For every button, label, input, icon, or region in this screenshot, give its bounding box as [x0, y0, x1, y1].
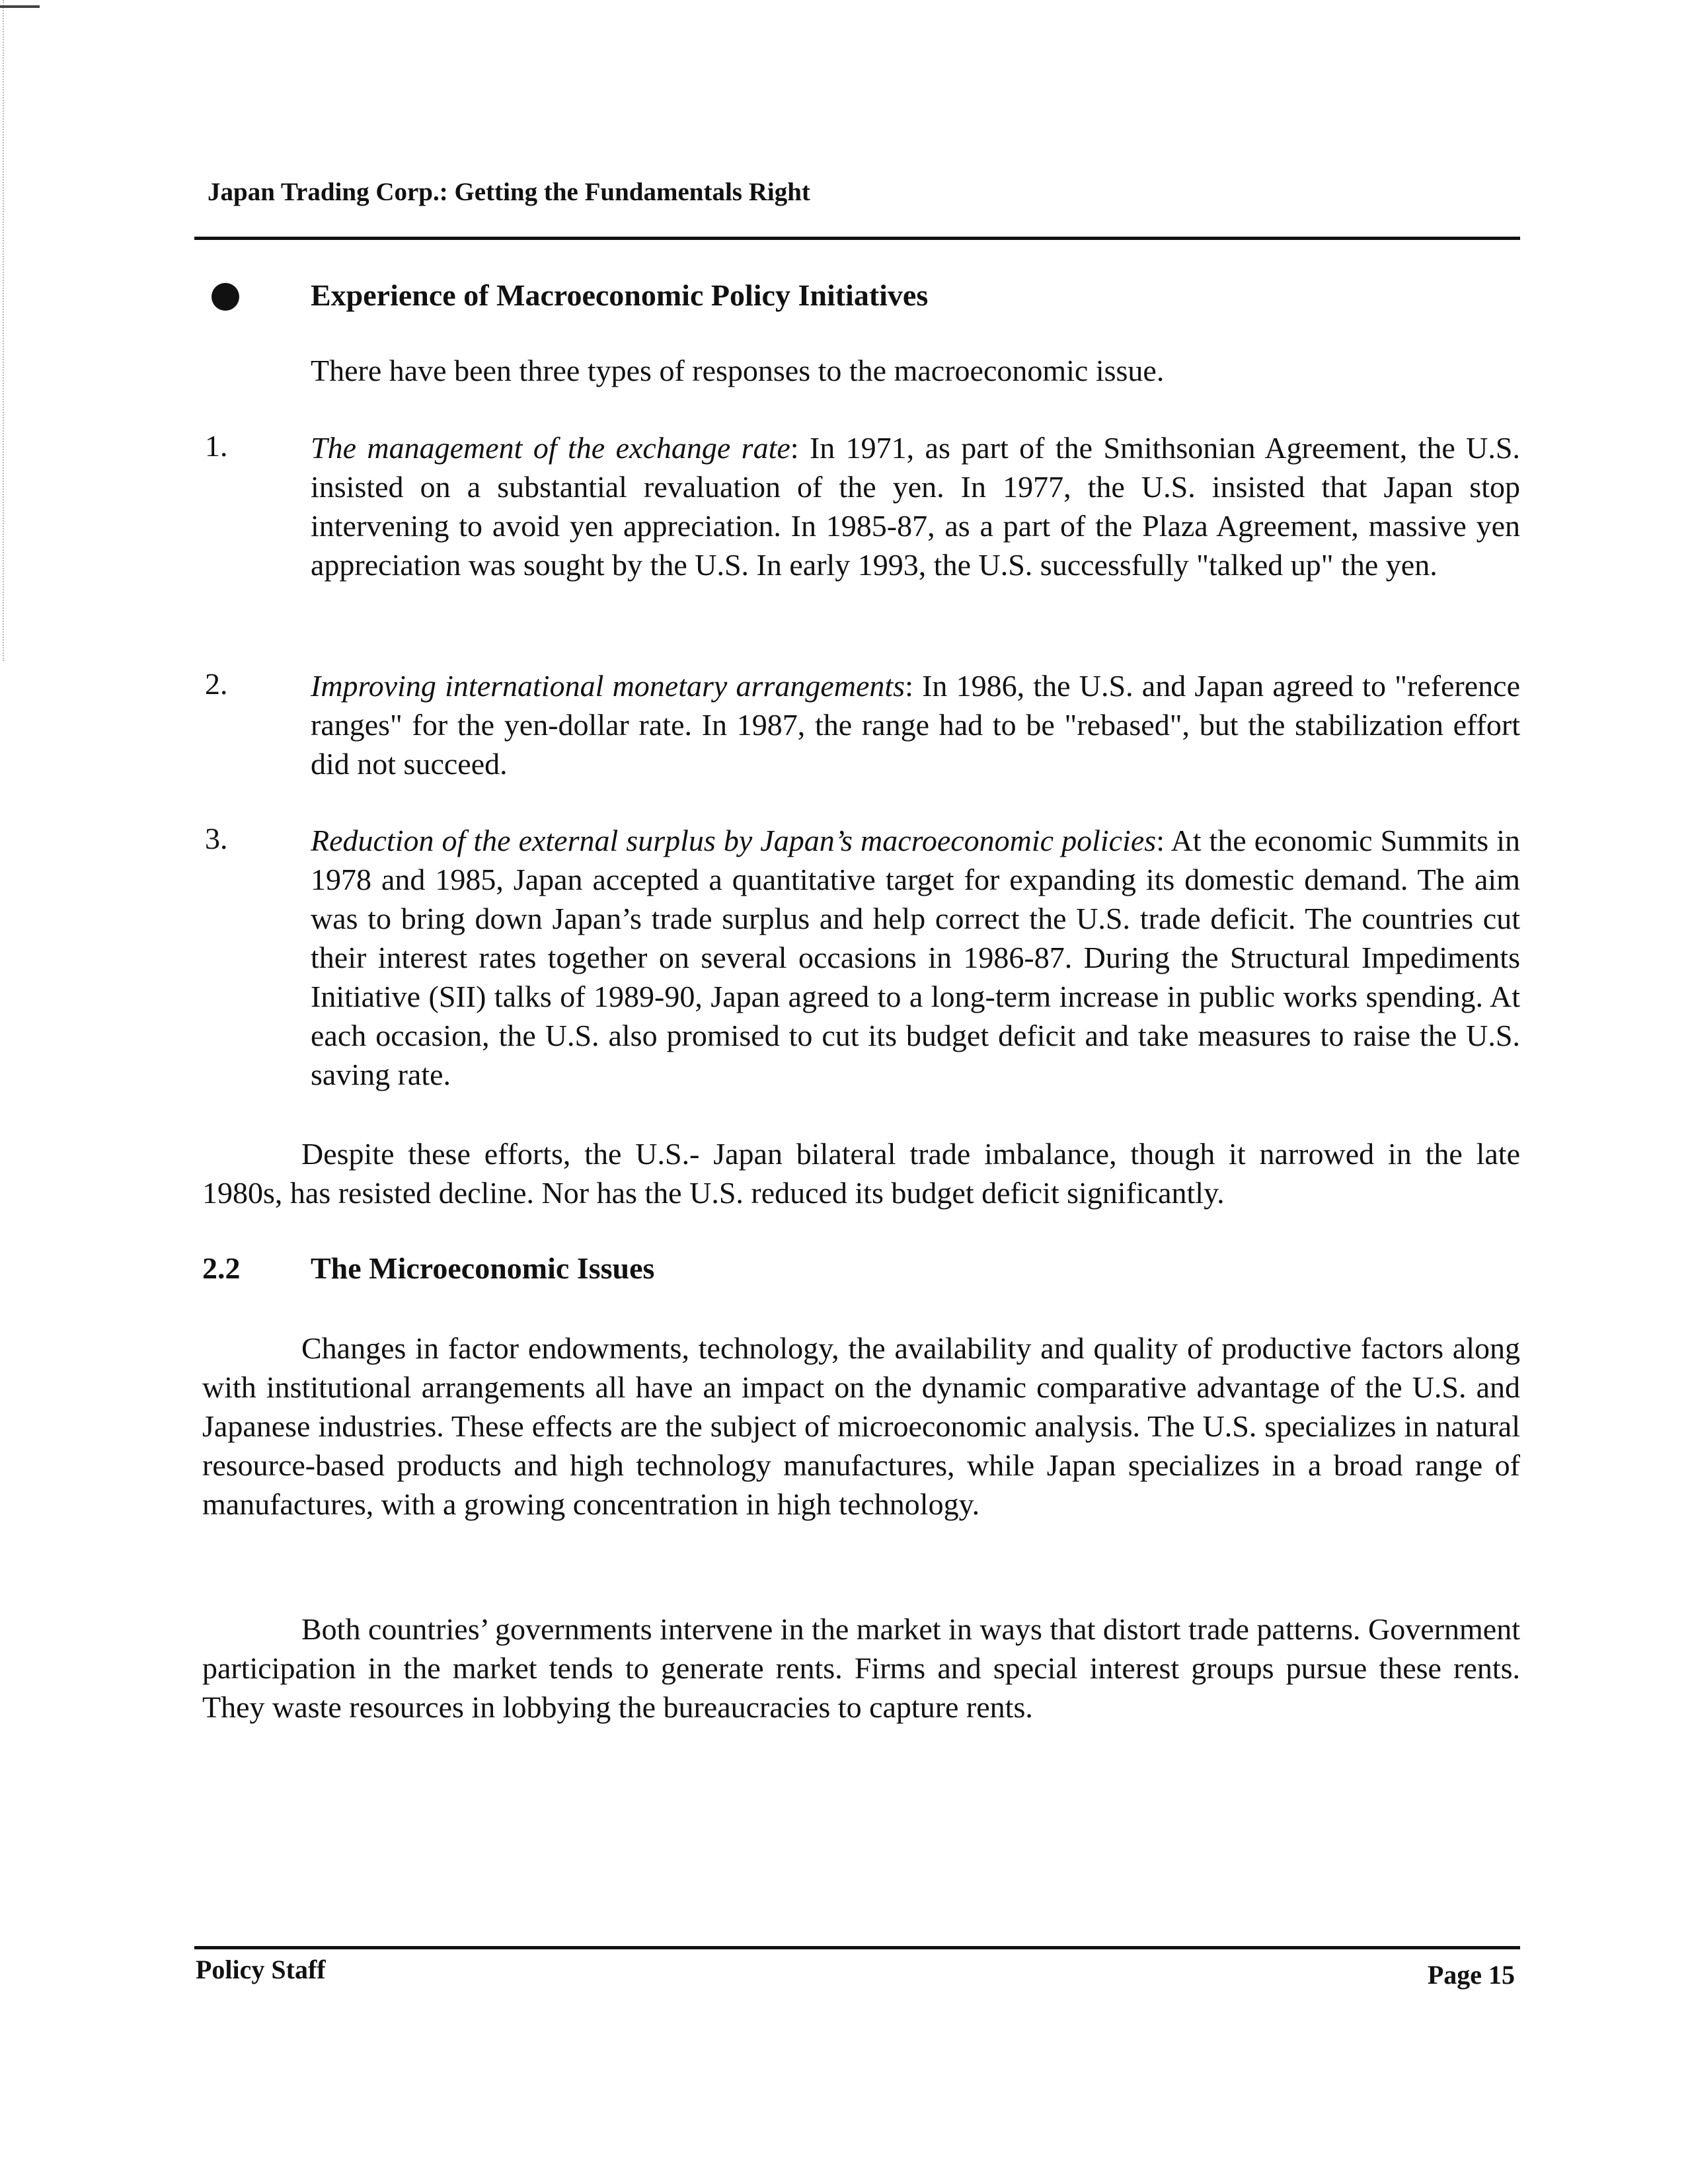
list-number: 1.: [205, 429, 228, 463]
list-text: : In 1986, the U.S. and Japan agreed to "reference ranges" for the yen-dollar rate. In 1987, the range had to be "rebased", but the stabilization effort did not succeed.: [311, 669, 1520, 781]
list-body: [311, 821, 1520, 1094]
list-lead: The management of the exchange rate: [311, 431, 790, 465]
subsection-number: 2.2: [202, 1251, 241, 1285]
list-body: [311, 428, 1520, 584]
paragraph-despite: Despite these efforts, the U.S.- Japan bilateral trade imbalance, though it narrowed in the late 1980s, has resisted decline. Nor has the U.S. reduced its budget deficit significantly.: [202, 1137, 1520, 1210]
list-body: [311, 666, 1520, 783]
list-number: 3.: [205, 822, 228, 855]
footer-rule: [194, 1946, 1520, 1949]
paragraph-both: Both countries’ governments intervene in the market in ways that distort trade patterns. Government participation in the market tends to generate rents. Firms and special interest groups pursue these rents. They waste resources in lobbying the bureaucracies to capture rents.: [202, 1612, 1520, 1724]
section-intro: There have been three types of responses to the macroeconomic issue.: [311, 354, 1165, 387]
bullet-icon: [211, 283, 239, 311]
header-rule: [194, 237, 1520, 240]
paragraph-changes: Changes in factor endowments, technology, the availability and quality of productive factors along with institutional arrangements all have an impact on the dynamic comparative advantage of the U.S. and Japanese industries. These effects are the subject of microeconomic analysis. The U.S. specializes in natural resource-based products and high technology manufactures, while Japan specializes in a broad range of manufactures, with a growing concentration in high technology.: [202, 1331, 1520, 1521]
list-lead: Reduction of the external surplus by Japan’s macroeconomic policies: [311, 824, 1157, 857]
subsection-title: The Microeconomic Issues: [311, 1251, 655, 1285]
list-text: : At the economic Summits in 1978 and 1985, Japan accepted a quantitative target for expanding its domestic demand. The aim was to bring down Japan’s trade surplus and help correct the U.S. trade deficit. The countries cut their interest rates together on several occasions in 1986-87. During the Structural Impediments Initiative (SII) talks of 1989-90, Japan agreed to a long-term increase in public works spending. At each occasion, the U.S. also promised to cut its budget deficit and take measures to raise the U.S. saving rate.: [311, 824, 1520, 1091]
list-number: 2.: [205, 667, 228, 701]
footer-author: Policy Staff: [196, 1955, 326, 1984]
list-lead: Improving international monetary arrangements: [311, 669, 905, 703]
running-header: Japan Trading Corp.: Getting the Fundamentals Right: [208, 178, 810, 206]
scan-mark: [0, 5, 40, 8]
scan-edge: [3, 0, 6, 661]
section-heading: Experience of Macroeconomic Policy Initiatives: [311, 278, 929, 312]
page-number: Page 15: [1427, 1960, 1515, 1990]
list-text: : In 1971, as part of the Smithsonian Agreement, the U.S. insisted on a substantial revaluation of the yen. In 1977, the U.S. insisted that Japan stop intervening to avoid yen appreciation. In 1985-87, as a part of the Plaza Agreement, massive yen appreciation was sought by the U.S. In early 1993, the U.S. successfully "talked up" the yen.: [311, 431, 1520, 582]
